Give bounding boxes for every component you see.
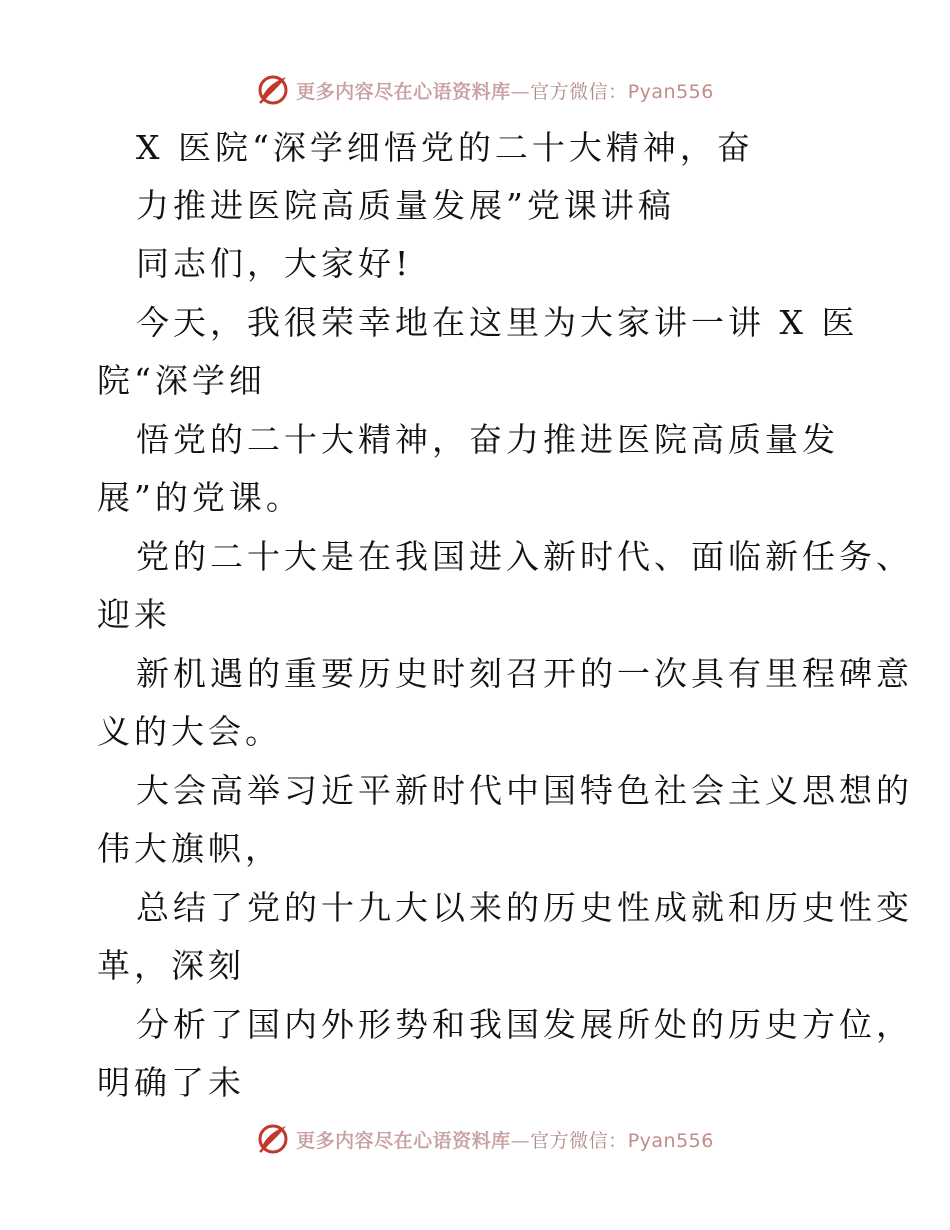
pen-logo-icon — [256, 1122, 290, 1156]
paragraph-line: 党的二十大是在我国进入新时代、面临新任务、 — [136, 537, 913, 576]
paragraph-line: 义的大会。 — [97, 712, 282, 751]
pen-logo-icon — [256, 73, 290, 107]
paragraph-line: 迎来 — [97, 595, 171, 634]
banner-lead-text: 更多内容尽在心语资料库 — [296, 80, 511, 103]
banner-dash: — — [510, 80, 531, 103]
header-banner-inner — [256, 73, 714, 107]
banner-wechat-label: 官方微信： — [530, 1129, 628, 1152]
title-line-2: 力推进医院高质量发展”党课讲稿 — [136, 186, 675, 225]
paragraph-line: 今天，我很荣幸地在这里为大家讲一讲 X 医 — [136, 303, 859, 342]
paragraph-line: 总结了党的十九大以来的历史性成就和历史性变 — [136, 888, 913, 927]
banner-account: Pyan556 — [627, 1129, 714, 1152]
banner-dash: — — [510, 1129, 531, 1152]
paragraph-line: 分析了国内外形势和我国发展所处的历史方位， — [136, 1005, 913, 1044]
paragraph-line: 悟党的二十大精神，奋力推进医院高质量发 — [136, 420, 839, 459]
banner-lead-text: 更多内容尽在心语资料库 — [296, 1129, 511, 1152]
paragraph-line: 新机遇的重要历史时刻召开的一次具有里程碑意 — [136, 654, 913, 693]
header-banner — [0, 72, 950, 108]
banner-wechat-label: 官方微信： — [530, 80, 628, 103]
paragraph-line: 明确了未 — [97, 1063, 245, 1102]
paragraph-line: 伟大旗帜， — [97, 829, 282, 868]
paragraph-line: 院“深学细 — [97, 361, 266, 400]
footer-banner-inner — [256, 1122, 714, 1156]
title-line-1: X 医院“深学细悟党的二十大精神，奋 — [136, 128, 754, 167]
paragraph-line: 革，深刻 — [97, 946, 245, 985]
footer-banner-text — [296, 1126, 714, 1153]
header-banner-text — [296, 77, 714, 104]
paragraph-line: 大会高举习近平新时代中国特色社会主义思想的 — [136, 771, 913, 810]
banner-account: Pyan556 — [627, 80, 714, 103]
footer-banner — [0, 1121, 950, 1157]
paragraph-line: 展”的党课。 — [97, 478, 303, 517]
paragraph-line: 同志们，大家好! — [136, 244, 413, 283]
